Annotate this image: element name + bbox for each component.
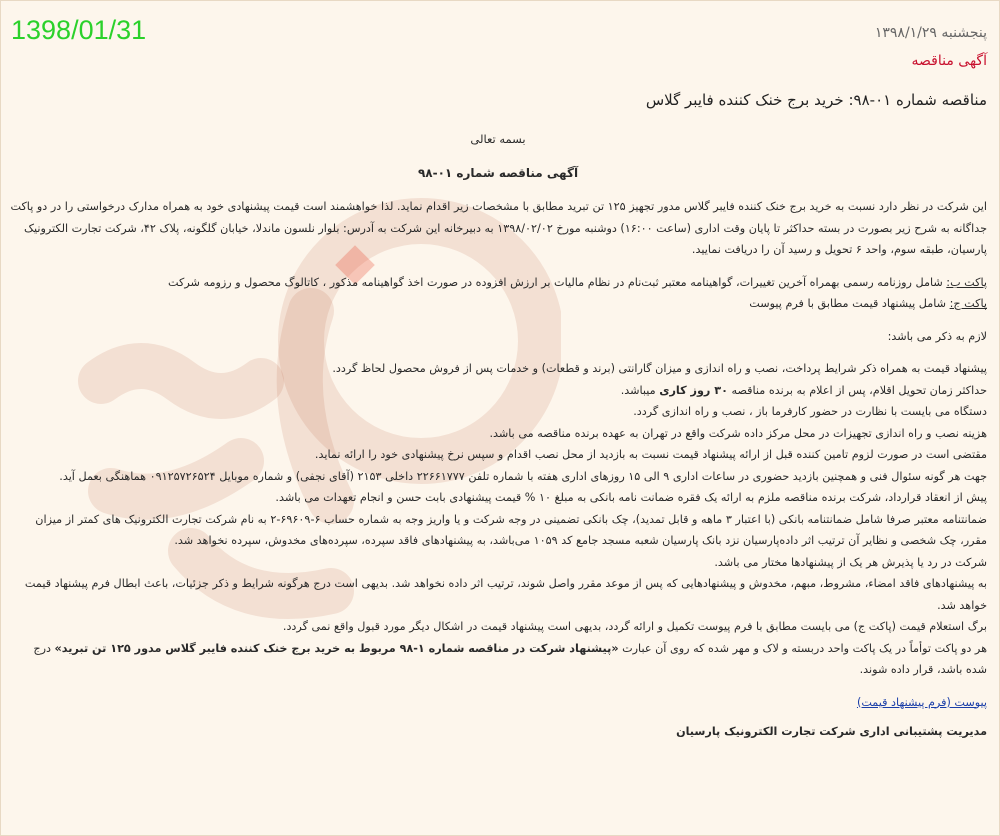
- category-label: آگهی مناقصه: [911, 53, 987, 69]
- persian-date: پنجشنبه ۱۳۹۸/۱/۲۹: [874, 25, 987, 41]
- tender-title: مناقصه شماره ۰۱-۹۸: خرید برج خنک کننده فایبر گلاس: [645, 91, 987, 109]
- condition-item: جهت هر گونه سئوال فنی و همچنین بازدید حضوری در ساعات اداری ۹ الی ۱۵ روزهای اداری هفته با شماره تلفن ۲۲۶۶۱۷۷۷ داخلی ۲۱۵۳ (آقای نجفی) و شماره موبایل ۰۹۱۲۵۷۲۶۵۲۴ هماهنگی بعمل آید.: [59, 469, 987, 483]
- gregorian-date: 1398/01/31: [11, 15, 147, 45]
- delivery-text-pre: حداکثر زمان تحویل اقلام، پس از اعلام به برنده مناقصه: [727, 383, 987, 397]
- envelope-text-pre: هر دو پاکت توأماً در یک پاکت واحد دربسته و لاک و مهر شده که روی آن عبارت: [618, 641, 987, 655]
- packet-c-line: [9, 293, 987, 315]
- condition-item: هزینه نصب و راه اندازی تجهیزات در محل مرکز داده شرکت واقع در تهران به عهده برنده مناقصه می باشد.: [489, 426, 987, 440]
- condition-item: پیشنهاد قیمت به همراه ذکر شرایط پرداخت، نصب و راه اندازی و میزان گارانتی (برند و قطعات) و خدمات پس از فروش محصول لحاظ گردد.: [332, 362, 987, 375]
- envelope-phrase: «پیشنهاد شرکت در مناقصه شماره ۱-۹۸ مربوط به خرید برج خنک کننده فایبر گلاس مدور ۱۲۵ تن تبرید»: [54, 641, 619, 655]
- packet-b-line: [9, 272, 987, 294]
- bismillah-line: بسمه تعالی: [470, 132, 526, 146]
- condition-item: [9, 638, 987, 681]
- condition-item: مقتضی است در صورت لزوم تامین کننده قبل از ارائه پیشنهاد قیمت نسبت به بازدید از محل نصب اقدام و سپس نرخ پیشنهادی خود را ارائه نماید.: [314, 448, 987, 461]
- signature-line: مدیریت پشتیبانی اداری شرکت تجارت الکترونیک پارسیان: [676, 725, 987, 738]
- delivery-text-post: میباشد.: [620, 383, 660, 397]
- condition-item: [9, 380, 987, 402]
- condition-item: به پیشنهادهای فاقد امضاء، مشروط، مبهم، مخدوش و پیشنهادهایی که پس از موعد مقرر واصل شوند، ترتیب اثر داده نخواهد شد. بدیهی است درج هرگونه شرایط و ذکر جزئیات، باعث ابطال فرم پیشنهاد قیمت خواهد شد.: [24, 577, 987, 612]
- packet-b-text: شامل روزنامه رسمی بهمراه آخرین تغییرات، گواهینامه معتبر ثبت‌نام در نظام مالیات بر ارزش افزوده در صورت اخذ گواهینامه مذکور ، کاتالوگ محصول و رزومه شرکت: [168, 275, 947, 289]
- tender-body: [9, 129, 987, 743]
- attachment-link[interactable]: پیوست (فرم پیشنهاد قیمت): [856, 695, 987, 709]
- envelope-text-post: درج شده باشد، قرار داده شوند.: [33, 641, 987, 676]
- packet-b-label: پاکت ب:: [946, 275, 987, 289]
- condition-item: ضمانتنامه معتبر صرفا شامل ضمانتنامه بانکی (با اعتبار ۳ ماهه و قابل تمدید)، چک بانکی تضمینی در وجه شرکت و یا واریز وجه به شماره حساب ۶-۶۹۶۰۹-۲ به نام شرکت تجارت الکترونیک های کمتر از میزان مقرر، چک شخصی و نظایر آن ترتیب اثر داده‌پارسیان نزد بانک پارسیان شعبه مسجد جامع کد ۱۰۵۹ می‌باشد، به پیشنهادهای فاقد سپرده، سپرده‌های مخدوش، سپرده نخواهد شد.: [35, 512, 987, 547]
- delivery-days: ۳۰ روز کاری: [659, 383, 728, 397]
- packet-c-label: پاکت ج:: [949, 297, 987, 310]
- ad-heading: آگهی مناقصه شماره ۰۱-۹۸: [417, 165, 579, 180]
- condition-item: دستگاه می بایست با نظارت در حضور کارفرما باز ، نصب و راه اندازی گردد.: [633, 405, 987, 418]
- condition-item: پیش از انعقاد قرارداد، شرکت برنده مناقصه ملزم به ارائه یک فقره ضمانت نامه بانکی به مبلغ ۱۰ % قیمت پیشنهادی بابت حسن و انجام تعهدات می باشد.: [275, 491, 987, 504]
- condition-item: برگ استعلام قیمت (پاکت ج) می بایست مطابق با فرم پیوست تکمیل و ارائه گردد، بدیهی است پیشنهاد قیمت در اشکال دیگر مورد قبول واقع نمی گردد.: [282, 620, 987, 633]
- condition-item: شرکت در رد یا پذیرش هر یک از پیشنهادها مختار می باشد.: [714, 555, 987, 569]
- attachment-line: [9, 692, 987, 714]
- intro-paragraph: این شرکت در نظر دارد نسبت به خرید برج خنک کننده فایبر گلاس مدور تجهیز ۱۲۵ تن تبرید مطابق با مشخصات زیر اقدام نماید. لذا خواهشمند است قیمت پیشنهادی خود به همراه مدارک درخواستی را در دو پاکت جداگانه به شرح زیر بصورت در بسته حداکثر تا پایان وقت اداری (ساعت ۱۶:۰۰) دوشنبه مورخ ۱۳۹۸/۰۲/۰۲ به دبیرخانه این شرکت به آدرس: بلوار نلسون ماندلا، خیابان گلگونه، پلاک ۴۲، شرکت تجارت الکترونیک پارسیان، طبقه سوم، واحد ۶ تحویل و رسید آن را دریافت نمایید.: [10, 200, 987, 256]
- note-intro: لازم به ذکر می باشد:: [887, 329, 987, 343]
- packet-c-text: شامل پیشنهاد قیمت مطابق با فرم پیوست: [749, 297, 950, 310]
